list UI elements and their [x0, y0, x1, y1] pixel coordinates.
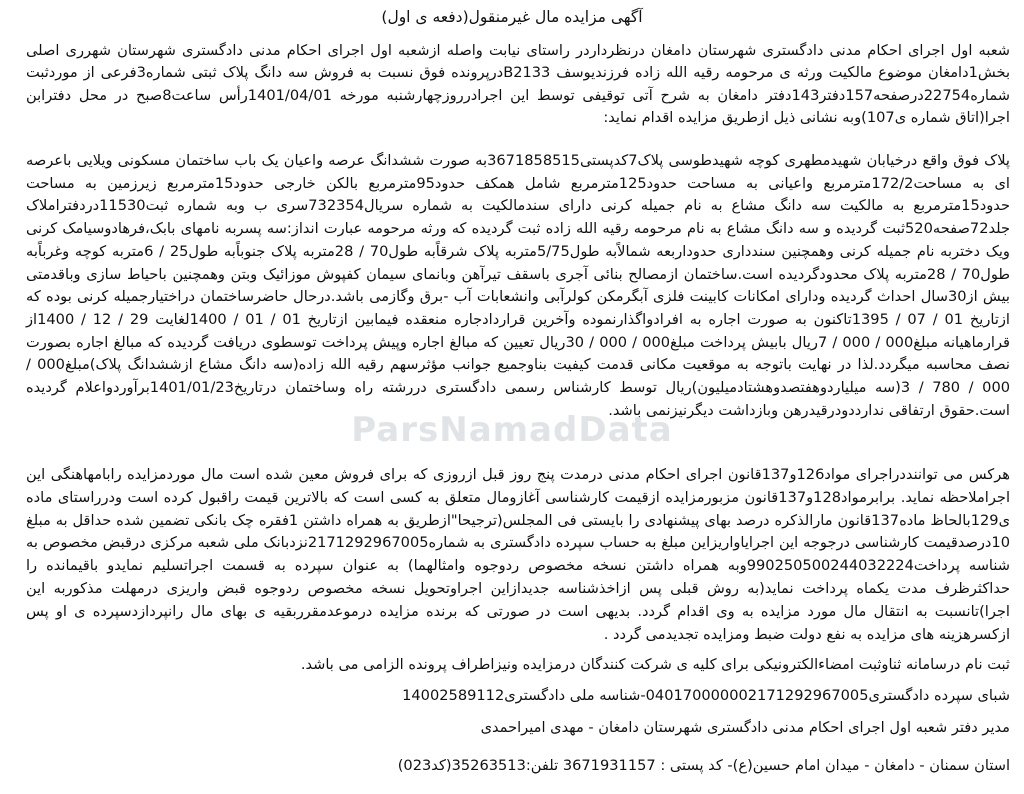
notice-title: آگهی مزایده مال غیرمنقول(دفعه ی اول): [381, 8, 643, 26]
property-description-paragraph: پلاک فوق واقع درخیابان شهیدمطهری کوچه شهیدطوسی پلاک7کدپستی3671858515به صورت ششدانگ عرصه واعیان یک باب ساختمان مسکونی ویلایی باعرصه ای به مساحت172/2مترمربع واعیانی به مساحت حدود125مترمربع شامل همکف حدود95مترمربع بالکن خارجی حدود15مترمربع زیرزمین به مساحت حدود15مترمربع به مالکیت سه دانگ مشاع به نام جمیله کرنی دارای سندمالکیت به شماره سریال732354سری ب وبه شماره ثبت11530دردفتراملاک جلد72صفحه520ثبت گردیده و سه دانگ مشاع به نام مرحومه رقیه الله زاده ثبت گردیده که ورثه مرحومه عبارت انداز:سه پسربه نامهای بابک،فرهادوسیامک کرنی ویک دختربه نام جمیله کرنی وهمچنین سندداری حدوداربعه شمالاًبه طول5/75متربه پلاک شرقاًبه طول70 / 28متربه پلاک جنوباًبه طول25 / 6متربه کوچه وغرباًبه طول70 / 28متربه پلاک محدودگردیده است.ساختمان ازمصالح بنائی آجری باسقف تیرآهن وبانمای سیمان کفپوش موزائیک وبتن وهمچنین باحیاط سازی وباقدمتی بیش از30سال احداث گردیده ودارای امکانات کابینت فلزی آبگرمکن کولرآبی وانشعابات آب -برق وگازمی باشد.درحال حاضرساختمان دراختیارجمیله کرنی بوده که ازتاریخ 01 / 07 / 1395تاکنون به صورت اجاره به افرادواگذارنموده وآخرین قراردادجاره منعقده فیمابین ازتاریخ 01 / 01 / 1400لغایت 29 / 12 / 1400از قرارماهیانه مبلغ000 / 000 / 7ریال بابیش پرداخت مبلغ000 / 000 / 30ریال تعیین که مبالغ اجاره وپیش پرداخت توسطوی دریافت گردیده که مبالغ اجاره بصورت نصف محاسبه میگردد.لذا در نهایت باتوجه به موقعیت مکانی قدمت کیفیت بناوجمیع جوانب مؤثرسهم رقیه الله زاده(سه دانگ مشاع ازششدانگ پلاک)مبلغ000 / 000 / 780 / 3(سه میلیاردوهفتصدوهشتادمیلیون)ریال توسط کارشناس رسمی دادگستری دررشته راه وساختمان درتاریخ1401/01/23برآوردواعلام گردیده است.حقوق ارتفاقی ندارددودرقیدرهن وبازداشت دیگرنیزنمی باشد.: [26, 152, 1011, 419]
bank-account-line: شبای سپرده دادگستری040170000002171292967005-شناسه ملی دادگستری14002589112: [402, 687, 1010, 704]
watermark-logo: ParsNamadData: [351, 410, 673, 450]
auction-terms-paragraph: هرکس می تواننددراجرای مواد126و137قانون اجرای احکام مدنی درمدت پنج روز قبل ازروزی که برای فروش معین شده است مال موردمزایده رابامهاهنگی این اجراملاحظه نماید. برابرمواد128و137قانون مزبورمزایده ازقیمت کارشناسی آغازومال متعلق به کسی است که بالاترین قیمت راقبول کرده است ودرراستای ماده ی129بالحاظ ماده137قانون مارالذکره درصد بهای پیشنهادی را بایستی فی المجلس(ترجیحا"ازطریق به همراه داشتن 1فقره چک بانکی تضمین شده حداقل به مبلغ 10درصدقیمت کارشناسی درجوجه این اجرایاواریزاین مبلغ به حساب سپرده دادگستری به شماره2171292967005نزدبانک ملی شعبه مرکزی درقبض مخصوص به شناسه پرداخت990250500244032224وبه همراه داشتن نسخه مخصوص ردوجوه وامثالهما) به عنوان سپرده به قسمت اجراتسلیم نمایدو باقیمانده را حداکثرظرف مدت یکماه پرداخت نماید(به روش قبلی پس ازاخذشناسه جدیدازاین اجراوتحویل نسخه مخصوص ردوجوه قبض واریزی درمهلت مذکوربه این اجرا)تانسبت به انتقال مال مورد مزایده به وی اقدام گردد. بدیهی است در صورتی که برنده مزایده درموعدمقرربقیه ی بهای مال رانپردازدسپرده ی او پس ازکسرهزینه های مزایده به نفع دولت ضبط ومزایده تجدیدمی گردد .: [26, 466, 1011, 643]
signature-line: مدیر دفتر شعبه اول اجرای احکام مدنی دادگستری شهرستان دامغان - مهدی امیراحمدی: [480, 719, 1010, 736]
address-line: استان سمنان - دامغان - میدان امام حسین(ع)- کد پستی : 3671931157 تلفن:35263513(کد023): [397, 757, 1010, 774]
registration-requirement-line: ثبت نام درسامانه ثناوثبت امضاءالکترونیکی برای کلیه ی شرکت کنندگان درمزایده ونیزاطراف پرونده الزامی می باشد.: [300, 656, 1010, 673]
notice-intro-paragraph: شعبه اول اجرای احکام مدنی دادگستری شهرستان دامغان درنظرداردر راستای نیابت واصله ازشعبه اول اجرای احکام مدنی دادگستری شهرستان شهرری اصلی بخش1دامغان موضوع مالکیت ورثه ی مرحومه رقیه الله زاده فرزندیوسف B2133درپرونده فوق نسبت به فروش سه دانگ پلاک ثبتی شماره3فرعی از موردثبت شماره22754درصفحه157دفتر143دفتر دامغان به شرح آتی توقیفی توسط این اجرادرروزچهارشنبه مورخه 1401/04/01رأس ساعت8صبح در محل دفترابن اجرا(اتاق شماره ی107)وبه نشانی ذیل ازطریق مزایده اقدام نماید:: [26, 42, 1011, 127]
